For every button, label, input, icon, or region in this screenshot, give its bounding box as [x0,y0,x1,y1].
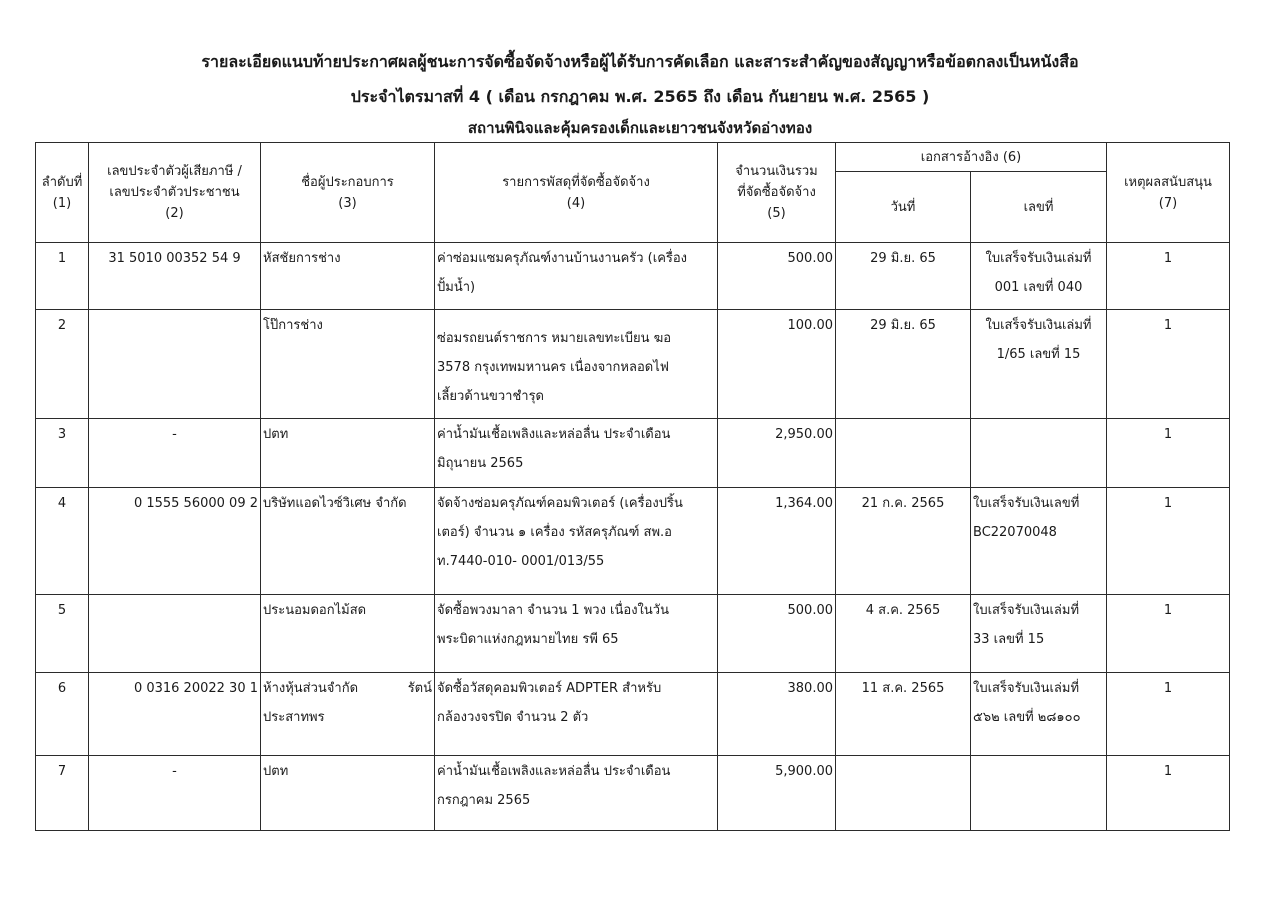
header-vendor-index: (3) [338,195,357,211]
header-taxid [89,143,261,243]
header-taxid-line1: เลขประจำตัวผู้เสียภาษี / [107,164,242,179]
row-ref-date: 4 ส.ค. 2565 [836,595,971,673]
header-item [435,143,718,243]
row-amount: 380.00 [718,673,836,756]
header-taxid-line2: เลขประจำตัวประชาชน [109,185,240,200]
row-ref-line: 1/65 เลขที่ 15 [996,347,1081,362]
header-no [36,143,89,243]
header-reason [1107,143,1230,243]
row-taxid [89,595,261,673]
row-taxid: 0 0316 20022 30 1 [89,673,261,756]
table-row [36,595,1230,673]
row-amount: 500.00 [718,595,836,673]
row-ref-number [971,243,1107,310]
header-no-label: ลำดับที่ [41,174,83,190]
row-ref-line: 001 เลขที่ 040 [994,280,1083,295]
procurement-table [35,142,1230,831]
row-ref-number [971,488,1107,595]
row-amount: 1,364.00 [718,488,836,595]
header-vendor [261,143,435,243]
row-ref-line: 33 เลขที่ 15 [973,632,1045,647]
row-ref-date [836,756,971,831]
row-vendor-line [263,674,432,703]
row-ref-number [971,756,1107,831]
table-row [36,243,1230,310]
row-ref-date: 21 ก.ค. 2565 [836,488,971,595]
row-amount: 2,950.00 [718,419,836,488]
row-no: 6 [36,673,89,756]
header-amount-index: (5) [767,206,786,221]
row-ref-line: ใบเสร็จรับเงินเล่มที่ [985,318,1092,333]
row-item-line: ค่าน้ำมันเชื้อเพลิงและหล่อลื่น ประจำเดือน [437,427,671,442]
row-no: 4 [36,488,89,595]
row-item [435,673,718,756]
row-item-line: ปั้มน้ำ) [437,280,476,295]
row-ref-number [971,595,1107,673]
row-vendor-line: ประสาทพร [263,710,325,725]
row-item-line: ค่าน้ำมันเชื้อเพลิงและหล่อลื่น ประจำเดือน [437,764,671,779]
header-no-index: (1) [52,195,72,211]
header-vendor-label: ชื่อผู้ประกอบการ [301,174,394,190]
header-reason-label: เหตุผลสนับสนุน [1124,174,1212,190]
row-reason: 1 [1107,310,1230,419]
row-item [435,595,718,673]
document-subtitle-quarter: ประจำไตรมาสที่ 4 ( เดือน กรกฎาคม พ.ศ. 2565 ถึง เดือน กันยายน พ.ศ. 2565 ) [350,87,930,106]
document-subtitle-agency: สถานพินิจและคุ้มครองเด็กและเยาวชนจังหวัดอ่างทอง [467,119,813,137]
row-no: 3 [36,419,89,488]
row-ref-line: ใบเสร็จรับเงินเล่มที่ [973,603,1080,618]
header-ref: เอกสารอ้างอิง (6) [836,143,1107,172]
row-item-line: กล้องวงจรปิด จำนวน 2 ตัว [437,710,589,725]
row-item-line: จัดจ้างซ่อมครุภัณฑ์คอมพิวเตอร์ (เครื่องปริ้น [437,496,683,511]
row-item-line: เลี้ยวด้านขวาชำรุด [437,389,544,404]
row-item-line: 3578 กรุงเทพมหานคร เนื่องจากหลอดไฟ [437,360,669,375]
row-item-line: กรกฎาคม 2565 [437,793,531,808]
row-item-line: จัดซื้อวัสดุคอมพิวเตอร์ ADPTER สำหรับ [437,681,662,696]
header-item-index: (4) [566,195,586,211]
row-item-line: พระบิดาแห่งกฎหมายไทย รพี 65 [437,632,619,647]
row-vendor: โป๊การช่าง [261,310,435,419]
row-taxid: 31 5010 00352 54 9 [89,243,261,310]
row-ref-number [971,310,1107,419]
header-ref-date: วันที่ [836,172,971,243]
row-amount: 500.00 [718,243,836,310]
row-vendor-part: รัตน์ [407,681,432,696]
row-no: 5 [36,595,89,673]
table-row [36,419,1230,488]
row-no: 7 [36,756,89,831]
header-amount-line2: ที่จัดซื้อจัดจ้าง [737,185,816,200]
row-no: 1 [36,243,89,310]
row-item-line: เตอร์) จำนวน ๑ เครื่อง รหัสครุภัณฑ์ สพ.อ [437,525,672,540]
row-ref-line: BC22070048 [973,525,1057,540]
header-ref-number: เลขที่ [971,172,1107,243]
row-vendor: บริษัทแอดไวซ์วิเศษ จำกัด [261,488,435,595]
header-amount [718,143,836,243]
row-item [435,243,718,310]
row-ref-date: 11 ส.ค. 2565 [836,673,971,756]
row-ref-date [836,419,971,488]
row-no: 2 [36,310,89,419]
row-ref-line: ๕๖๒ เลขที่ ๒๘๑๐๐ [973,710,1081,725]
row-item [435,310,718,419]
row-item-line: ท.7440-010- 0001/013/55 [437,554,605,569]
row-ref-line: ใบเสร็จรับเงินเล่มที่ [985,251,1092,266]
document-title: รายละเอียดแนบท้ายประกาศผลผู้ชนะการจัดซื้อจัดจ้างหรือผู้ได้รับการคัดเลือก และสาระสำคัญของสัญญาหรือข้อตกลงเป็นหนังสือ [201,52,1079,71]
table-row [36,310,1230,419]
row-item-line: จัดซื้อพวงมาลา จำนวน 1 พวง เนื่องในวัน [437,603,669,618]
row-ref-date: 29 มิ.ย. 65 [836,243,971,310]
row-reason: 1 [1107,488,1230,595]
row-amount: 5,900.00 [718,756,836,831]
header-reason-index: (7) [1158,195,1178,211]
table-row [36,488,1230,595]
row-vendor: หัสชัยการช่าง [261,243,435,310]
row-item [435,419,718,488]
table-row [36,673,1230,756]
row-taxid: - [89,419,261,488]
row-vendor [261,673,435,756]
row-item-line: มิถุนายน 2565 [437,456,524,471]
row-ref-date: 29 มิ.ย. 65 [836,310,971,419]
row-item-line: ค่าซ่อมแซมครุภัณฑ์งานบ้านงานครัว (เครื่อง [437,251,688,266]
row-reason: 1 [1107,419,1230,488]
row-vendor: ปตท [261,756,435,831]
row-ref-number [971,419,1107,488]
row-ref-line: ใบเสร็จรับเงินเล่มที่ [973,681,1080,696]
row-vendor-part: ห้างหุ้นส่วนจำกัด [263,681,359,696]
table-row [36,756,1230,831]
row-taxid [89,310,261,419]
row-reason: 1 [1107,756,1230,831]
row-vendor: ประนอมดอกไม้สด [261,595,435,673]
row-taxid: 0 1555 56000 09 2 [89,488,261,595]
header-amount-line1: จำนวนเงินรวม [735,164,818,179]
row-item-line: ซ่อมรถยนต์ราชการ หมายเลขทะเบียน ฆอ [437,331,672,346]
row-reason: 1 [1107,243,1230,310]
row-taxid: - [89,756,261,831]
row-item [435,488,718,595]
row-ref-number [971,673,1107,756]
row-ref-line: ใบเสร็จรับเงินเลขที่ [973,496,1080,511]
row-amount: 100.00 [718,310,836,419]
header-taxid-index: (2) [165,206,184,221]
row-reason: 1 [1107,673,1230,756]
row-item [435,756,718,831]
row-reason: 1 [1107,595,1230,673]
header-item-label: รายการพัสดุที่จัดซื้อจัดจ้าง [502,174,650,190]
row-vendor: ปตท [261,419,435,488]
